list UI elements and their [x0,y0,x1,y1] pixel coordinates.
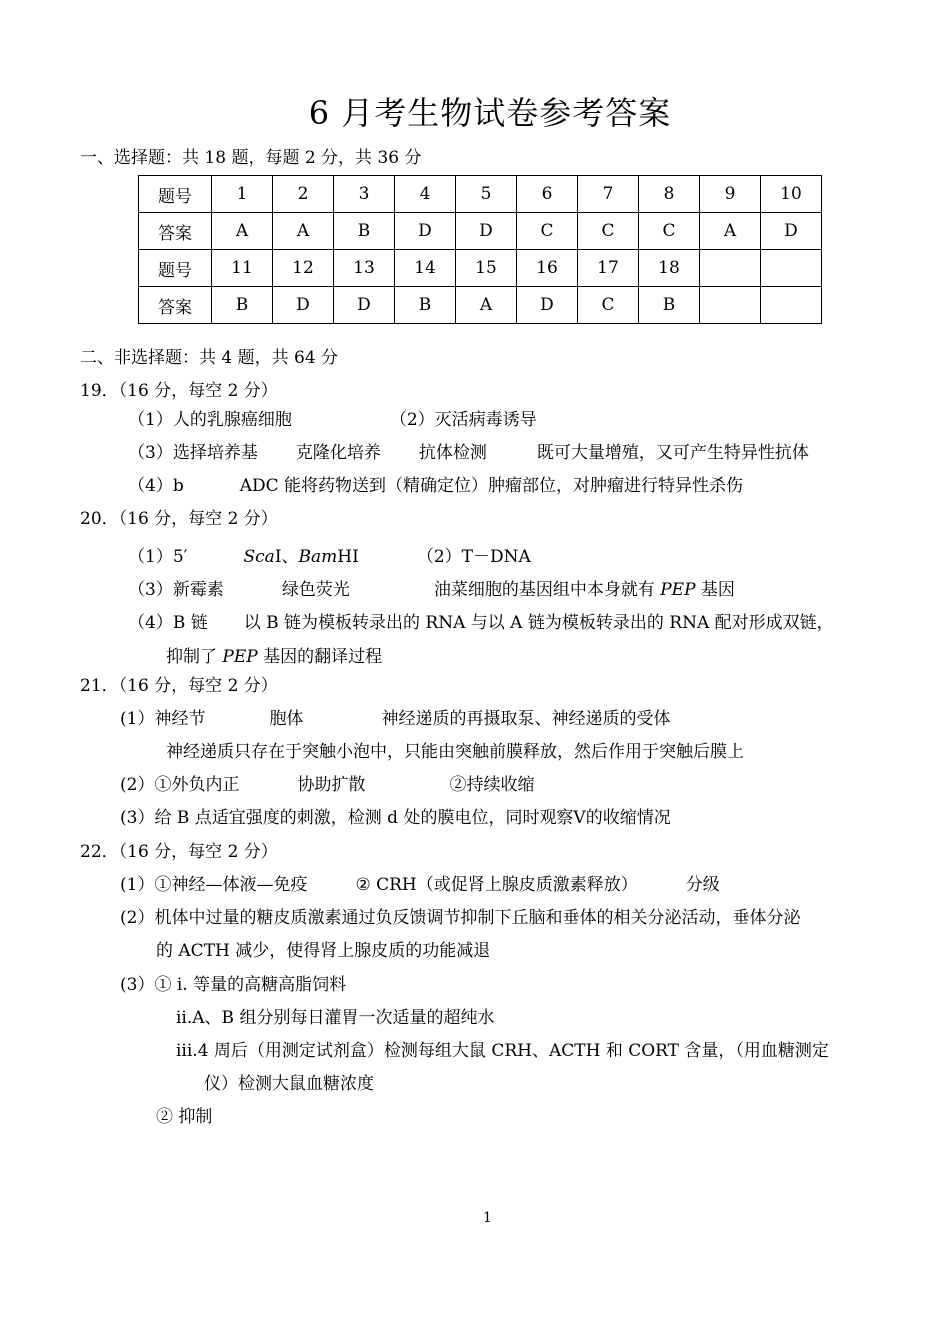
answer-text: 基因的翻译过程 [257,647,383,667]
table-cell: 12 [273,250,334,287]
q21-line1 [120,707,670,731]
table-cell: 15 [456,250,517,287]
row-label: 答案 [139,287,212,324]
answer-text: （4）B 链 [128,613,208,633]
table-cell: B [395,287,456,324]
q21-line2: 神经递质只存在于突触小泡中，只能由突触前膜释放，然后作用于突触后膜上 [166,742,744,762]
q19-line2 [128,441,809,465]
q20-line4 [166,645,382,669]
answer-text: (2）①外负内正 [120,775,240,795]
table-cell: D [273,287,334,324]
table-cell: 13 [334,250,395,287]
answer-text: 基因 [695,580,735,600]
table-cell: D [761,213,822,250]
answer-table [138,175,822,324]
table-row [139,213,822,250]
table-cell: B [334,213,395,250]
table-cell [700,287,761,324]
answer-text: （1）人的乳腺癌细胞 [128,410,292,430]
table-cell: A [456,287,517,324]
q22-line8: ② 抑制 [156,1107,213,1127]
answer-text: 分级 [685,875,720,895]
row-label: 题号 [139,176,212,213]
q22-line6: iii.4 周后（用测定试剂盒）检测每组大鼠 CRH、ACTH 和 CORT 含量，（用血糖测定 [176,1041,829,1061]
q21-line4: (3）给 B 点适宜强度的刺激，检测 d 处的膜电位，同时观察Ⅴ的收缩情况 [120,808,671,828]
table-cell: 2 [273,176,334,213]
page-title: 6 月考生物试卷参考答案 [308,94,672,132]
table-cell: A [212,213,273,250]
answer-text: 油菜细胞的基因组中本身就有 [433,580,661,600]
answer-text: 神经递质的再摄取泵、神经递质的受体 [381,709,671,729]
answer-text: （3）选择培养基 [128,443,258,463]
table-cell: C [578,287,639,324]
q22-line3: 的 ACTH 减少，使得肾上腺皮质的功能减退 [156,941,491,961]
table-cell: D [334,287,395,324]
table-cell: 5 [456,176,517,213]
q20-line1 [128,545,531,569]
answer-text: ②持续收缩 [449,775,535,795]
table-cell: 11 [212,250,273,287]
answer-text: 绿色荧光 [281,580,350,600]
q19-line1 [128,408,537,432]
table-cell: A [273,213,334,250]
q22-line4: (3）① i. 等量的高糖高脂饲料 [120,975,347,995]
answer-text: 既可大量增殖，又可产生特异性抗体 [536,443,809,463]
q22-heading: 22．（16 分，每空 2 分） [80,842,278,862]
table-cell: C [639,213,700,250]
table-cell: 16 [517,250,578,287]
answer-text: 克隆化培养 [295,443,381,463]
section1-heading: 一、选择题：共 18 题，每题 2 分，共 36 分 [80,148,422,168]
table-cell: A [700,213,761,250]
q20-line3 [128,611,834,635]
table-cell: B [639,287,700,324]
table-row [139,287,822,324]
answer-text: （1）5′ [128,547,188,567]
q22-line1 [120,873,720,897]
answer-text: （2）灭活病毒诱导 [389,410,537,430]
answer-text: Ⅰ、 [274,547,299,567]
table-cell [761,250,822,287]
answer-text: 以 B 链为模板转录出的 RNA 与以 A 链为模板转录出的 RNA 配对形成双链， [243,613,834,633]
answer-text: （2）T－DNA [416,547,531,567]
q22-line7: 仪）检测大鼠血糖浓度 [204,1074,374,1094]
page-number: 1 [483,1210,492,1226]
answer-text: HⅠ [337,547,359,567]
answer-text: 抑制了 [166,647,223,667]
answer-text: Bam [298,547,338,567]
table-cell: C [517,213,578,250]
answer-text: ② CRH（或促肾上腺皮质激素释放） [355,875,638,895]
table-cell: D [395,213,456,250]
table-cell: 9 [700,176,761,213]
answer-text: 抗体检测 [418,443,487,463]
table-cell: 6 [517,176,578,213]
q19-line3 [128,474,743,498]
q19-heading: 19．（16 分，每空 2 分） [80,381,278,401]
table-row [139,176,822,213]
answer-text: 协助扩散 [297,775,366,795]
row-label: 题号 [139,250,212,287]
table-cell: 17 [578,250,639,287]
table-cell: 14 [395,250,456,287]
answer-text: (1）神经节 [120,709,206,729]
table-cell [761,287,822,324]
table-cell: D [456,213,517,250]
answer-text: Sca [243,547,275,567]
q21-heading: 21．（16 分，每空 2 分） [80,676,278,696]
q20-line2 [128,578,735,602]
table-cell: D [517,287,578,324]
answer-text: 胞体 [269,709,304,729]
answer-text: (1）①神经—体液—免疫 [120,875,308,895]
answer-text: （4）b [128,476,184,496]
table-cell: 7 [578,176,639,213]
table-cell: 10 [761,176,822,213]
answer-text: （3）新霉素 [128,580,224,600]
table-cell: 1 [212,176,273,213]
q22-line5: ii.A、B 组分别每日灌胃一次适量的超纯水 [176,1008,495,1028]
table-cell: 18 [639,250,700,287]
answer-text: PEP [222,647,258,667]
table-row [139,250,822,287]
q20-heading: 20．（16 分，每空 2 分） [80,509,278,529]
answer-text: PEP [660,580,696,600]
table-cell: C [578,213,639,250]
q21-line3 [120,773,534,797]
table-cell: B [212,287,273,324]
table-cell: 3 [334,176,395,213]
section2-heading: 二、非选择题：共 4 题，共 64 分 [80,348,339,368]
q22-line2: (2）机体中过量的糖皮质激素通过负反馈调节抑制下丘脑和垂体的相关分泌活动，垂体分泌 [120,908,801,928]
answer-text: ADC 能将药物送到（精确定位）肿瘤部位，对肿瘤进行特异性杀伤 [239,476,744,496]
table-cell: 4 [395,176,456,213]
table-cell: 8 [639,176,700,213]
row-label: 答案 [139,213,212,250]
table-cell [700,250,761,287]
